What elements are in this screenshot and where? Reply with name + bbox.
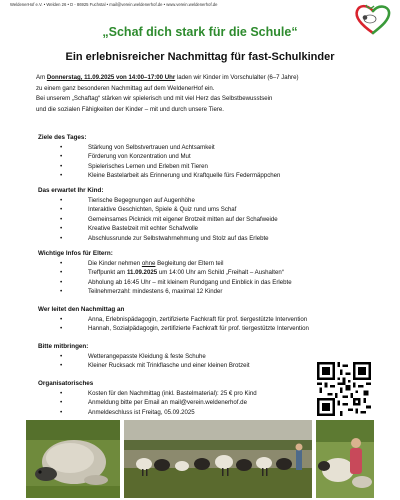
bring-item: • Wetterangepasste Kleidung & feste Schuhe — [60, 352, 250, 361]
intro-invite: laden wir Kinder im Vorschulalter (6–7 Jahre) — [175, 74, 299, 81]
parent-info-list — [60, 259, 292, 297]
organisation-list — [60, 389, 257, 417]
intro-prefix: Am — [36, 74, 47, 81]
goal-item: • Stärkung von Selbstvertrauen und Achtsamkeit — [60, 143, 280, 152]
expect-item: • Gemeinsames Picknick mit eigener Brotzeit mitten auf der Schafweide — [60, 215, 278, 224]
sheep-flock-with-children-photo — [124, 420, 312, 498]
intro-line-4: und die sozialen Fähigkeiten der Kinder – mit und durch unsere Tiere. — [36, 105, 225, 113]
goal-item: • Förderung von Konzentration und Mut — [60, 152, 280, 161]
org-item: • Kosten für den Nachmittag (inkl. Bastelmaterial): 25 € pro Kind — [60, 389, 257, 398]
goal-item: • Spielerisches Lernen und Erleben mit Tieren — [60, 162, 280, 171]
intro-paragraph — [36, 73, 386, 115]
event-title: „Schaf dich stark für die Schule“ — [102, 25, 298, 39]
sheep-resting-photo — [26, 420, 120, 498]
bring-item: • Kleiner Rucksack mit Trinkflasche und einer kleinen Brotzeit — [60, 361, 250, 370]
without-emphasis: ohne — [141, 260, 156, 267]
goal-item: • Kleine Bastelarbeit als Erinnerung und Kraftquelle fürs Federmäppchen — [60, 171, 280, 180]
intro-line-2: zu einem ganz besonderen Nachmittag auf dem WeldenerHof ein. — [36, 84, 215, 92]
event-subtitle: Ein erlebnisreicher Nachmittag für fast-Schulkinder — [65, 51, 335, 63]
leader-item: • Anna, Erlebnispädagogin, zertifizierte Fachkraft für prof. tiergestützte Intervention — [60, 315, 309, 324]
expect-item: • Tierische Begegnungen auf Augenhöhe — [60, 196, 278, 205]
org-item: • Anmeldung bitte per Email an mail@verein.weldenerhof.de — [60, 398, 257, 407]
parent-info-heading: Wichtige Infos für Eltern: — [38, 250, 113, 257]
expect-item: • Interaktive Geschichten, Spiele & Quiz rund ums Schaf — [60, 205, 278, 214]
meeting-date: 11.09.2025 — [126, 269, 158, 277]
intro-line-3: Bei unserem „Schaftag“ stärken wir spielerisch und mit viel Herz das Selbstbewusstsein — [36, 95, 273, 102]
leaders-heading: Wer leitet den Nachmittag an — [38, 306, 125, 313]
org-item: • Anmeldeschluss ist Freitag, 05.09.2025 — [60, 408, 257, 417]
child-with-sheep-photo — [316, 420, 374, 498]
expect-item: • Abschlussrunde zur Selbstwahrnehmung und Stolz auf das Erlebte — [60, 234, 278, 243]
registration-qr-code[interactable] — [317, 362, 371, 416]
organization-address-line: WeldenerHof e.V. • Welden 26 • D - 86925 Fuchstal • mail@verein.weldenerhof.de • www.verein.weldenerhof.de — [10, 2, 218, 7]
leader-item: • Hannah, Sozialpädagogin, zertifizierte Fachkraft für prof. tiergestützte Intervention — [60, 324, 309, 333]
event-date-time: Donnerstag, 11.09.2025 von 14:00–17:00 Uhr — [46, 74, 176, 81]
bring-heading: Bitte mitbringen: — [38, 343, 89, 350]
expect-item: • Kreative Bastelzeit mit echter Schafwolle — [60, 224, 278, 233]
expect-heading: Das erwartet Ihr Kind: — [38, 187, 104, 194]
info-item: • Treffpunkt am 11.09.2025 um 14:00 Uhr am Schild „Freihalt – Aushalten“ — [60, 268, 292, 277]
goals-heading: Ziele des Tages: — [38, 134, 87, 141]
info-item: • Die Kinder nehmen ohne Begleitung der Eltern teil — [60, 259, 292, 268]
organisation-heading: Organisatorisches — [38, 380, 94, 387]
bring-list — [60, 352, 250, 371]
goals-list — [60, 143, 280, 181]
leaders-list — [60, 315, 309, 334]
info-item: • Teilnehmerzahl: mindestens 6, maximal 12 Kinder — [60, 287, 292, 296]
info-item: • Abholung ab 16:45 Uhr – mit kleinem Rundgang und Einblick in das Erlebte — [60, 278, 292, 287]
expect-list — [60, 196, 278, 243]
